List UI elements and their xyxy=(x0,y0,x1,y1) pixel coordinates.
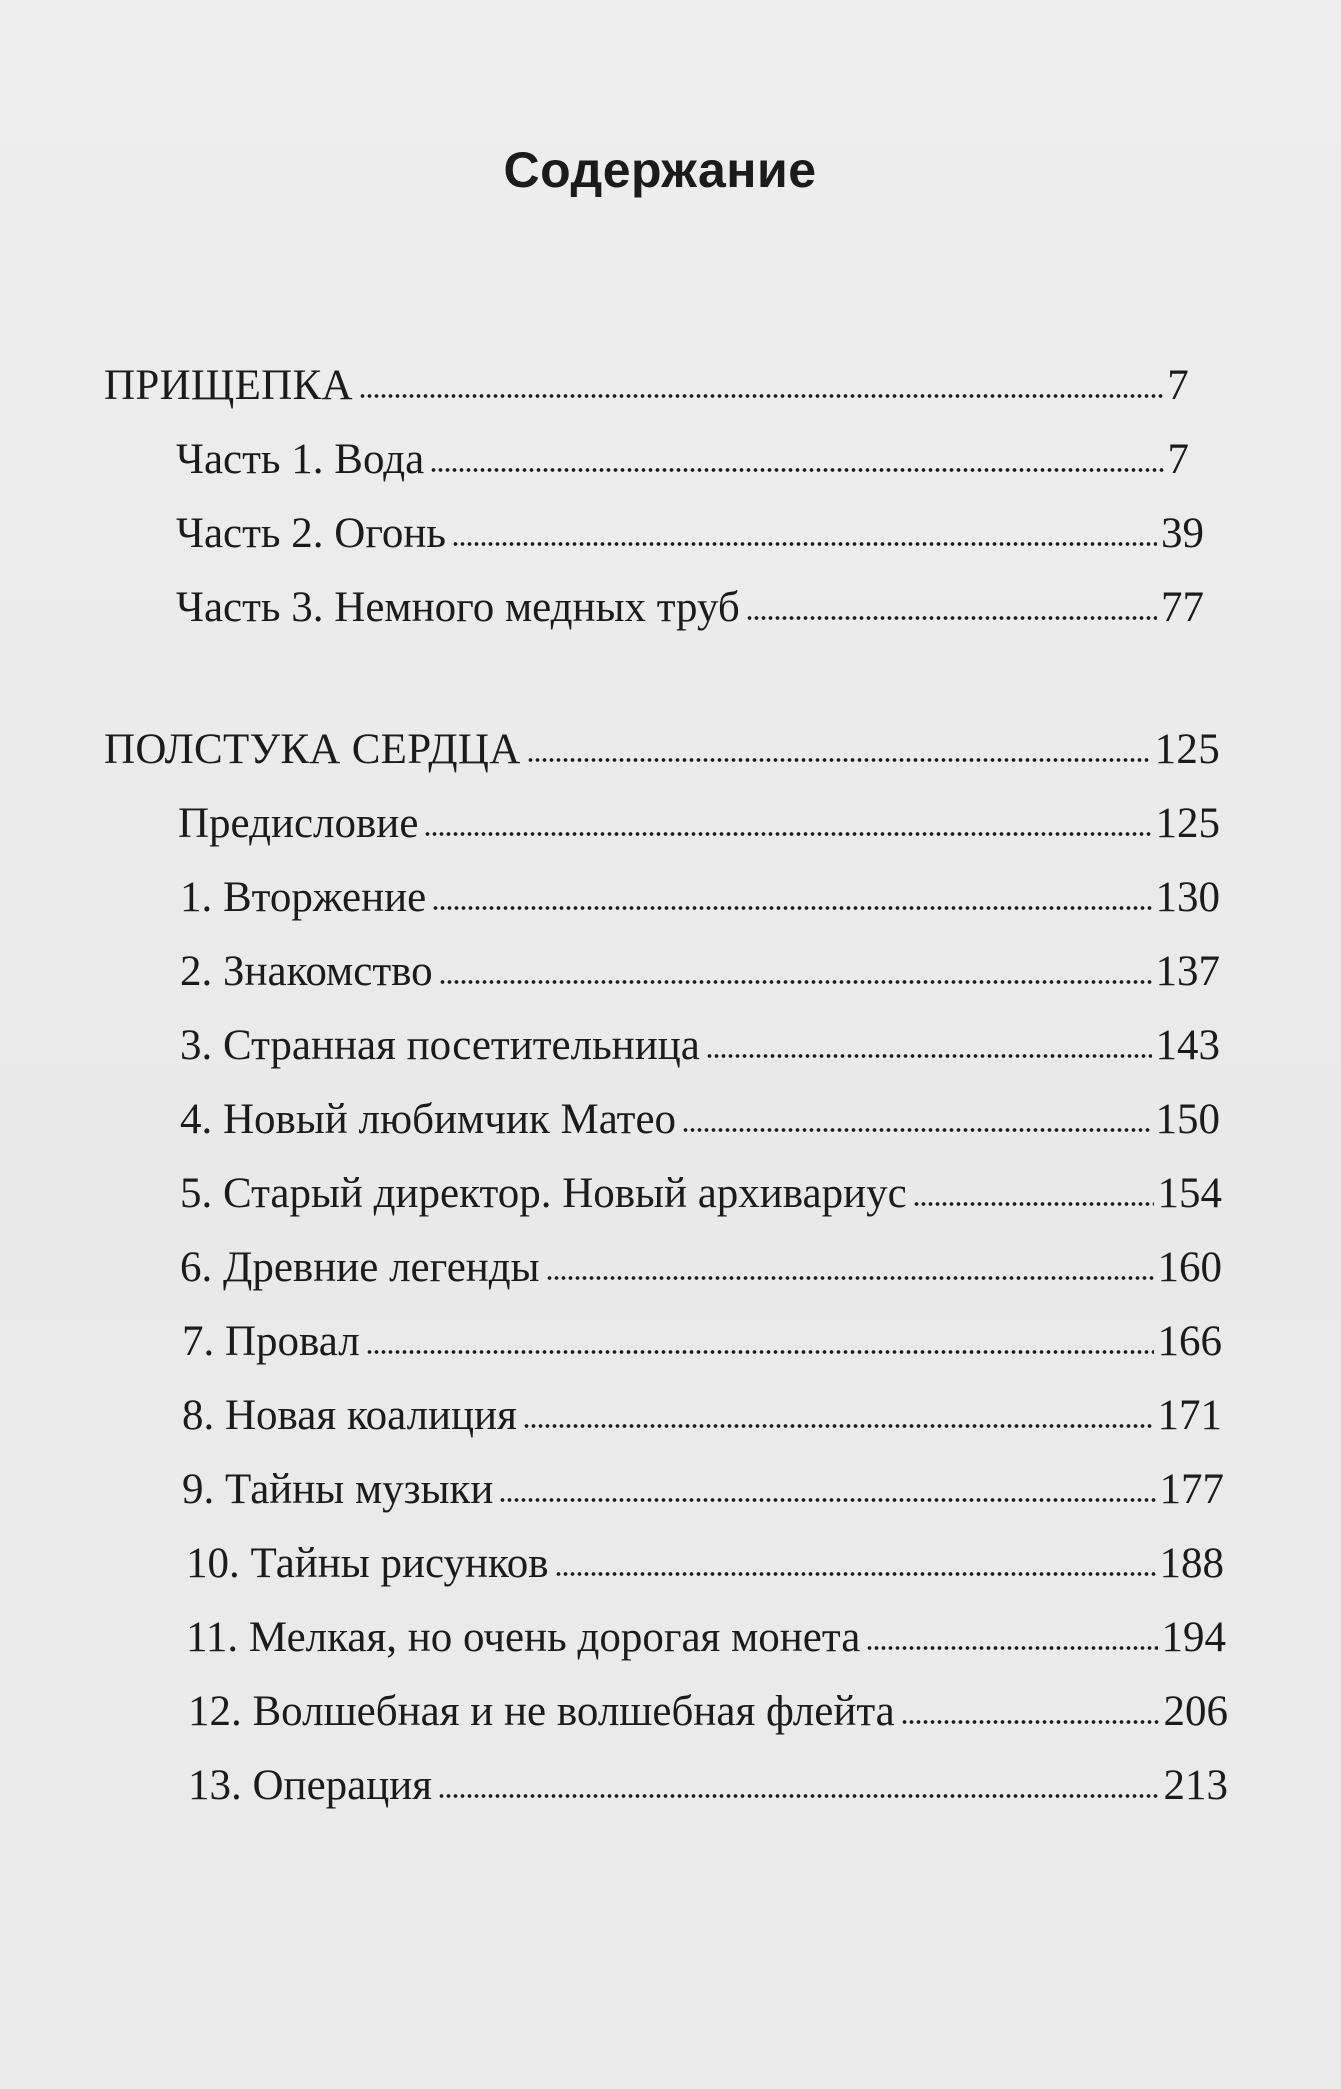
toc-section-title: ПРИЩЕПКА xyxy=(104,362,353,409)
toc-item-label: Часть 2. Огонь xyxy=(176,510,447,557)
toc-page-number: 150 xyxy=(1155,1096,1220,1143)
toc-item[interactable] xyxy=(180,944,1220,1000)
toc-page-number: 188 xyxy=(1159,1540,1224,1587)
toc-item-label: 3. Странная посетительница xyxy=(180,1022,700,1069)
toc-item[interactable] xyxy=(180,1166,1222,1222)
toc-section-1[interactable] xyxy=(104,358,1189,414)
toc-item-label: Часть 3. Немного медных труб xyxy=(176,584,740,631)
toc-page-number: 130 xyxy=(1155,874,1220,921)
toc-item-label: 7. Провал xyxy=(182,1318,360,1365)
toc-page-number: 7 xyxy=(1167,436,1189,483)
toc-page-number: 77 xyxy=(1161,584,1204,631)
toc-page-number: 143 xyxy=(1155,1022,1220,1069)
toc-page-number: 213 xyxy=(1163,1762,1228,1809)
toc-page-number: 160 xyxy=(1157,1244,1222,1291)
toc-page-number: 7 xyxy=(1167,362,1189,409)
dot-leader xyxy=(366,1349,1154,1355)
toc-page-number: 125 xyxy=(1154,726,1220,773)
toc-item-label: 6. Древние легенды xyxy=(180,1244,540,1291)
toc-page-number: 206 xyxy=(1163,1688,1228,1735)
toc-item-label: 9. Тайны музыки xyxy=(182,1466,494,1513)
toc-item-label: 12. Волшебная и не волшебная флейта xyxy=(188,1688,895,1735)
dot-leader xyxy=(913,1201,1154,1207)
dot-leader xyxy=(901,1719,1160,1725)
dot-leader xyxy=(432,905,1151,911)
toc-item[interactable] xyxy=(182,1388,1222,1444)
toc-item[interactable] xyxy=(176,432,1189,488)
toc-item-label: Часть 1. Вода xyxy=(176,436,425,483)
toc-page-number: 39 xyxy=(1161,510,1204,557)
toc-item-label: 11. Мелкая, но очень дорогая монета xyxy=(186,1614,861,1661)
dot-leader xyxy=(359,393,1163,399)
toc-page-number: 171 xyxy=(1157,1392,1222,1439)
toc-item-label: 5. Старый директор. Новый архивариус xyxy=(180,1170,907,1217)
toc-section-2[interactable] xyxy=(104,722,1220,778)
dot-leader xyxy=(527,757,1151,763)
toc-item-label: 8. Новая коалиция xyxy=(182,1392,517,1439)
toc-page-number: 194 xyxy=(1161,1614,1226,1661)
dot-leader xyxy=(424,831,1151,837)
dot-leader xyxy=(439,979,1152,985)
toc-item[interactable] xyxy=(186,1536,1224,1592)
toc-page-number: 125 xyxy=(1155,800,1220,847)
toc-item-label: 13. Операция xyxy=(188,1762,433,1809)
toc-item[interactable] xyxy=(188,1684,1228,1740)
dot-leader xyxy=(452,541,1157,547)
toc-item[interactable] xyxy=(180,870,1220,926)
toc-page-number: 154 xyxy=(1157,1170,1222,1217)
toc-item[interactable] xyxy=(182,1462,1224,1518)
dot-leader xyxy=(546,1275,1154,1281)
dot-leader xyxy=(682,1127,1151,1133)
toc-item[interactable] xyxy=(176,580,1204,636)
toc-item-label: 2. Знакомство xyxy=(180,948,433,995)
toc-item[interactable] xyxy=(180,1018,1220,1074)
dot-leader xyxy=(866,1645,1157,1651)
dot-leader xyxy=(555,1571,1156,1577)
dot-leader xyxy=(499,1497,1155,1503)
toc-item-label: Предисловие xyxy=(178,800,419,847)
toc-item[interactable] xyxy=(178,796,1220,852)
toc-item[interactable] xyxy=(180,1092,1220,1148)
toc-item-label: 1. Вторжение xyxy=(180,874,427,921)
dot-leader xyxy=(438,1793,1159,1799)
toc-page-number: 177 xyxy=(1159,1466,1224,1513)
toc-page-number: 137 xyxy=(1155,948,1220,995)
toc-item[interactable] xyxy=(188,1758,1228,1814)
toc-item-label: 4. Новый любимчик Матео xyxy=(180,1096,677,1143)
toc-item[interactable] xyxy=(182,1314,1222,1370)
toc-item[interactable] xyxy=(186,1610,1226,1666)
toc-section-title: ПОЛСТУКА СЕРДЦА xyxy=(104,726,521,773)
page-title: Содержание xyxy=(503,142,817,198)
dot-leader xyxy=(430,467,1163,473)
dot-leader xyxy=(746,615,1157,621)
toc-item[interactable] xyxy=(176,506,1204,562)
toc-item-label: 10. Тайны рисунков xyxy=(186,1540,549,1587)
dot-leader xyxy=(706,1053,1152,1059)
toc-page-number: 166 xyxy=(1157,1318,1222,1365)
toc-item[interactable] xyxy=(180,1240,1222,1296)
dot-leader xyxy=(523,1423,1154,1429)
